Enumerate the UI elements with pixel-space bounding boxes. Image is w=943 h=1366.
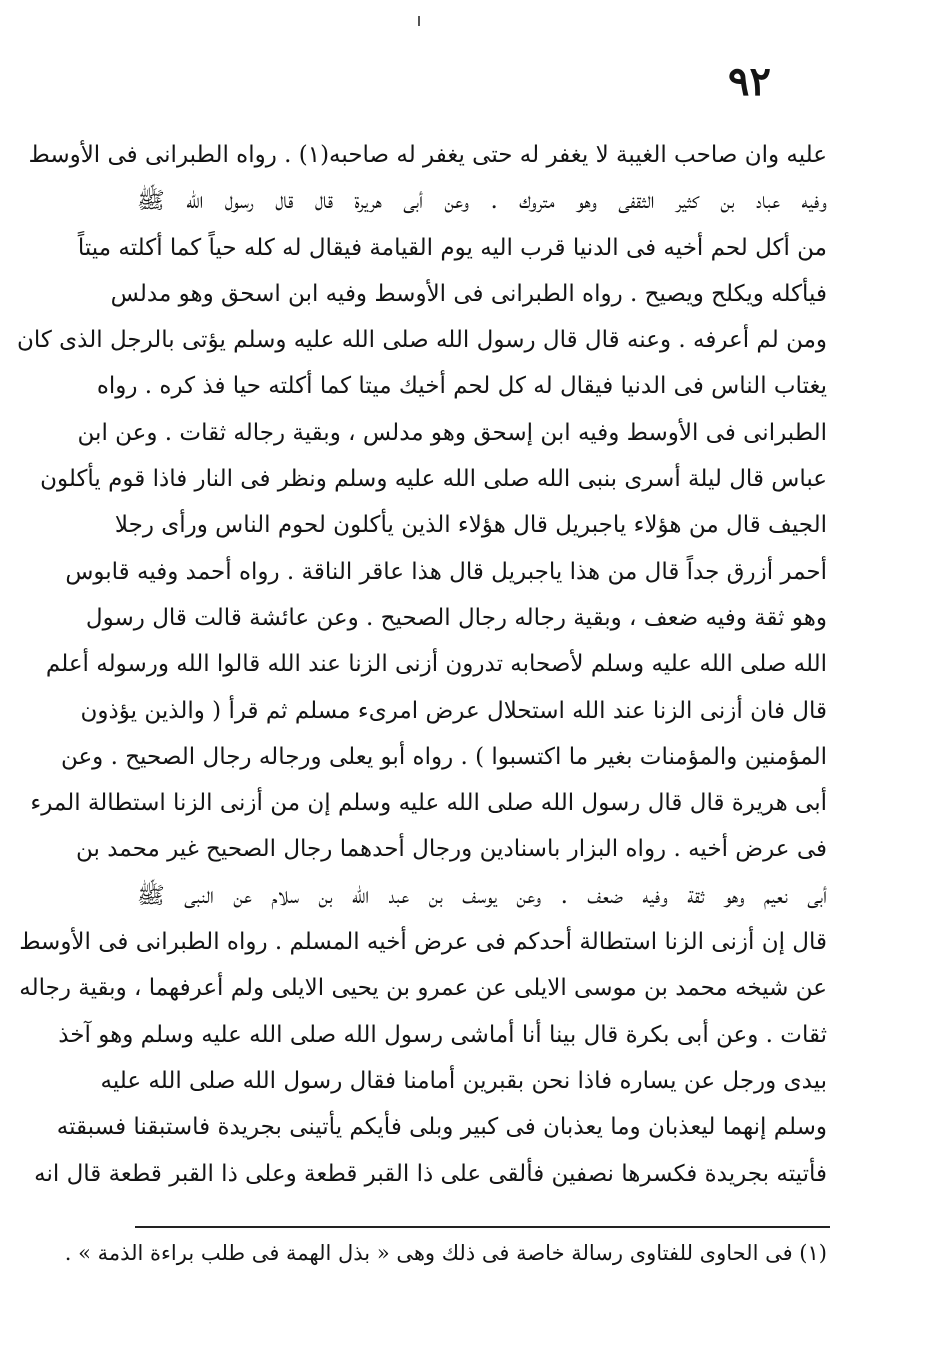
text-line-3: من أكل لحم أخيه فى الدنيا قرب اليه يوم القيامة فيقال له كله حياً كما أكلته ميتاً	[77, 234, 827, 261]
text-line-23: فأتيته بجريدة فكسرها نصفين فألقى على ذا القبر قطعة وعلى ذا القبر قطعة قال انه	[34, 1160, 827, 1187]
text-line-12: الله صلى الله عليه وسلم لأصحابه تدرون أزنى الزنا عند الله قالوا الله ورسوله أعلم	[45, 651, 827, 678]
text-line-16: فى عرض أخيه . رواه البزار باسنادين ورجال أحدهما رجال الصحيح غير محمد بن	[76, 836, 827, 863]
text-line-15: أبى هريرة قال قال رسول الله صلى الله عليه وسلم إن من أزنى الزنا استطالة المرء	[30, 790, 827, 817]
text-line-7: الطبرانى فى الأوسط وفيه ابن إسحق وهو مدلس ، وبقية رجاله ثقات . وعن ابن	[77, 419, 827, 446]
page-number: ٩٢	[728, 58, 771, 105]
text-line-13: قال فان أزنى الزنا عند الله استحلال عرض امرىء مسلم ثم قرأ ( والذين يؤذون	[80, 697, 827, 724]
footnote: (١) فى الحاوى للفتاوى رسالة خاصة فى ذلك وهى « بذل الهمة فى طلب براءة الذمة » .	[64, 1241, 827, 1265]
text-line-20: ثقات . وعن أبى بكرة قال بينا أنا أماشى رسول الله صلى الله عليه وسلم وهو آخذ	[58, 1021, 827, 1048]
text-line-8: عباس قال ليلة أسرى بنبى الله صلى الله عليه وسلم ونظر فى النار فاذا قوم يأكلون	[40, 466, 827, 493]
text-line-10: أحمر أزرق جداً قال من هذا ياجبريل قال هذا عاقر الناقة . رواه أحمد وفيه قابوس	[65, 558, 827, 585]
scan-mark	[418, 16, 420, 26]
body-text	[17, 132, 827, 1197]
text-line-6: يغتاب الناس فى الدنيا فيقال له كل لحم أخيك ميتا كما أكلته حيا فذ كره . رواه	[96, 373, 827, 400]
text-line-5: ومن لم أعرفه . وعنه قال قال رسول الله صلى الله عليه وسلم يؤتى بالرجل الذى كان	[17, 327, 827, 354]
text-line-1: عليه وان صاحب الغيبة لا يغفر له حتى يغفر له صاحبه(١) . رواه الطبرانى فى الأوسط	[28, 142, 827, 168]
text-line-9: الجيف قال من هؤلاء ياجبريل قال هؤلاء الذين يأكلون لحوم الناس ورأى رجلا	[114, 512, 827, 539]
text-line-14: المؤمنين والمؤمنات بغير ما اكتسبوا ) . رواه أبو يعلى ورجاله رجال الصحيح . وعن	[60, 743, 827, 770]
text-line-2: وفيه عباد بن كثير الثقفى وهو متروك . وعن أبى هريرة قال قال رسول الله ﷺ	[137, 188, 827, 215]
text-line-11: وهو ثقة وفيه ضعف ، وبقية رجاله رجال الصحيح . وعن عائشة قالت قال رسول	[85, 604, 827, 631]
text-line-22: وسلم إنهما ليعذبان وما يعذبان فى كبير وبلى فأيكم يأتينى بجريدة فاستبقنا فسبقته	[56, 1114, 827, 1141]
text-line-4: فيأكله ويكلح ويصيح . رواه الطبرانى فى الأوسط وفيه ابن اسحق وهو مدلس	[110, 280, 827, 307]
text-line-18: قال إن أزنى الزنا استطالة أحدكم فى عرض أخيه المسلم . رواه الطبرانى فى الأوسط	[19, 929, 827, 956]
footnote-divider	[135, 1226, 830, 1228]
text-line-17: أبى نعيم وهو ثقة وفيه ضعف . وعن يوسف بن عبد الله بن سلام عن النبى ﷺ	[137, 882, 827, 909]
text-line-21: بيدى ورجل عن يساره فاذا نحن بقبرين أمامنا فقال رسول الله صلى الله عليه	[100, 1067, 827, 1094]
text-line-19: عن شيخه محمد بن موسى الايلى عن عمرو بن يحيى الايلى ولم أعرفهما ، وبقية رجاله	[19, 975, 827, 1002]
